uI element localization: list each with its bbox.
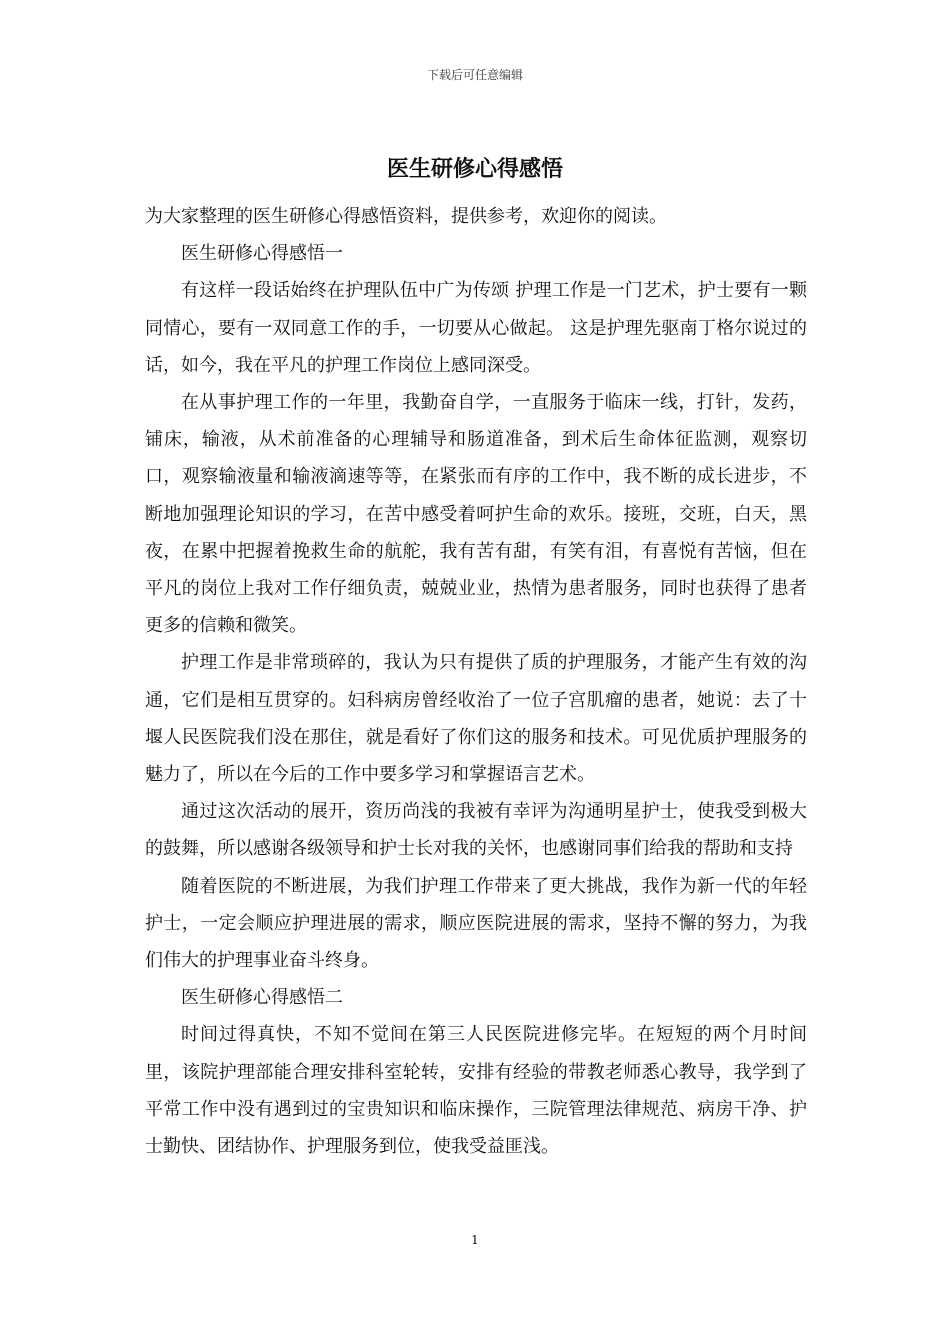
section-heading-1: 医生研修心得感悟一: [181, 243, 343, 265]
body-paragraph: 护理工作是非常琐碎的，我认为只有提供了质的护理服务，才能产生有效的沟通，它们是相互贯穿的。妇科病房曾经收治了一位子宫肌瘤的患者，她说：去了十堰人民医院我们没在那住，就是看好了你们这的服务和技术。可见优质护理服务的魅力了，所以在今后的工作中要多学习和掌握语言艺术。: [145, 652, 807, 786]
body-paragraph: 在从事护理工作的一年里，我勤奋自学，一直服务于临床一线，打针，发药，铺床，输液，从术前准备的心理辅导和肠道准备，到术后生命体征监测，观察切口，观察输液量和输液滴速等等，在紧张而有序的工作中，我不断的成长进步，不断地加强理论知识的学习，在苦中感受着呵护生命的欢乐。接班，交班，白天，黑夜，在累中把握着挽救生命的航舵，我有苦有甜，有笑有泪，有喜悦有苦恼，但在平凡的岗位上我对工作仔细负责，兢兢业业，热情为患者服务，同时也获得了患者更多的信赖和微笑。: [145, 392, 807, 637]
document-title: 医生研修心得感悟: [386, 156, 563, 182]
body-paragraph: 随着医院的不断进展，为我们护理工作带来了更大挑战，我作为新一代的年轻护士，一定会顺应护理进展的需求，顺应医院进展的需求，坚持不懈的努力，为我们伟大的护理事业奋斗终身。: [145, 875, 807, 972]
section-heading-2: 医生研修心得感悟二: [181, 987, 343, 1009]
document-body: [145, 198, 807, 1165]
page-number: 1: [471, 1233, 479, 1247]
body-paragraph: 通过这次活动的展开，资历尚浅的我被有幸评为沟通明星护士，使我受到极大的鼓舞，所以感谢各级领导和护士长对我的关怀，也感谢同事们给我的帮助和支持: [145, 801, 807, 860]
body-paragraph: 时间过得真快，不知不觉间在第三人民医院进修完毕。在短短的两个月时间里，该院护理部能合理安排科室轮转，安排有经验的带教老师悉心教导，我学到了平常工作中没有遇到过的宝贵知识和临床操作，三院管理法律规范、病房干净、护士勤快、团结协作、护理服务到位，使我受益匪浅。: [145, 1024, 807, 1158]
body-paragraph: 有这样一段话始终在护理队伍中广为传颂 护理工作是一门艺术，护士要有一颗同情心，要有一双同意工作的手，一切要从心做起。 这是护理先驱南丁格尔说过的话，如今，我在平凡的护理工作岗位上感同深受。: [145, 280, 807, 376]
page-header: 下载后可任意编辑: [426, 68, 523, 82]
intro-paragraph: 为大家整理的医生研修心得感悟资料，提供参考，欢迎你的阅读。: [145, 206, 667, 227]
